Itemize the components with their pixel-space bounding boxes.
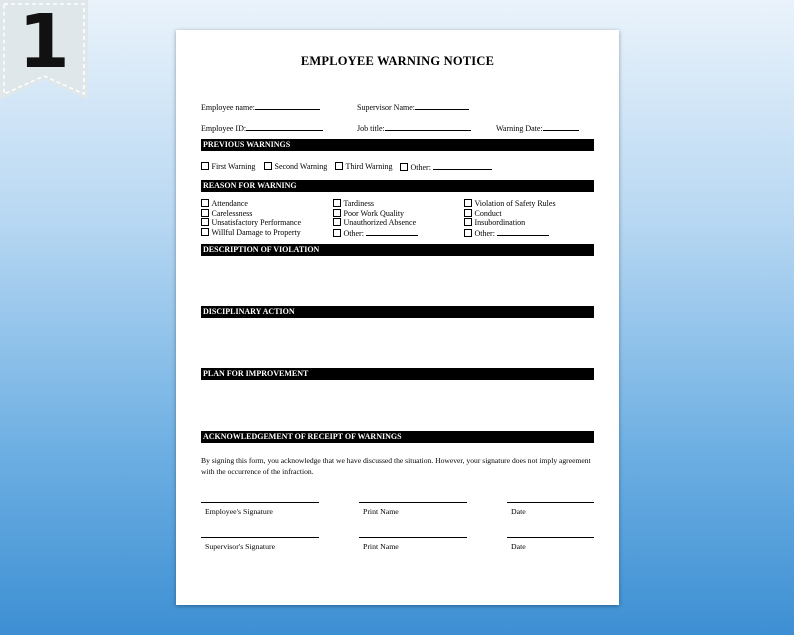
checkbox-icon xyxy=(333,229,341,237)
reason-safety-checkbox[interactable]: Violation of Safety Rules xyxy=(464,199,556,208)
employee-signature-line[interactable] xyxy=(201,502,319,503)
reason-insubordination-checkbox[interactable]: Insubordination xyxy=(464,218,525,227)
print-name-label: Print Name xyxy=(363,507,399,516)
checkbox-icon xyxy=(201,228,209,236)
checkbox-icon xyxy=(333,209,341,217)
reason-header: REASON FOR WARNING xyxy=(201,180,594,192)
reason-carelessness-checkbox[interactable]: Carelessness xyxy=(201,209,252,218)
supervisor-date-line[interactable] xyxy=(507,537,594,538)
reason-attendance-checkbox[interactable]: Attendance xyxy=(201,199,248,208)
supervisor-signature-label: Supervisor's Signature xyxy=(205,542,276,551)
checkbox-icon xyxy=(201,209,209,217)
employee-signature-label: Employee's Signature xyxy=(205,507,273,516)
reason-other-1-checkbox[interactable]: Other: xyxy=(333,228,418,238)
reason-damage-checkbox[interactable]: Willful Damage to Property xyxy=(201,228,301,237)
previous-warnings-header: PREVIOUS WARNINGS xyxy=(201,139,594,151)
date-label: Date xyxy=(511,507,526,516)
checkbox-icon xyxy=(335,162,343,170)
employee-name-field[interactable]: Employee name: xyxy=(201,102,320,112)
employee-print-name-line[interactable] xyxy=(359,502,467,503)
acknowledgement-text: By signing this form, you acknowledge that we have discussed the situation. However, your signature does not imply agreement with the occurrence of the infraction. xyxy=(201,456,591,476)
print-name-label: Print Name xyxy=(363,542,399,551)
reason-absence-checkbox[interactable]: Unauthorized Absence xyxy=(333,218,416,227)
form-title: EMPLOYEE WARNING NOTICE xyxy=(300,54,495,68)
reason-quality-checkbox[interactable]: Poor Work Quality xyxy=(333,209,404,218)
description-header: DESCRIPTION OF VIOLATION xyxy=(201,244,594,256)
reason-conduct-checkbox[interactable]: Conduct xyxy=(464,209,502,218)
date-label: Date xyxy=(511,542,526,551)
supervisor-signature-line[interactable] xyxy=(201,537,319,538)
badge-number: 1 xyxy=(18,0,70,85)
checkbox-icon xyxy=(201,218,209,226)
plan-header: PLAN FOR IMPROVEMENT xyxy=(201,368,594,380)
third-warning-checkbox[interactable]: Third Warning xyxy=(335,162,392,171)
checkbox-icon xyxy=(464,218,472,226)
checkbox-icon xyxy=(264,162,272,170)
acknowledgement-header: ACKNOWLEDGEMENT OF RECEIPT OF WARNINGS xyxy=(201,431,594,443)
supervisor-print-name-line[interactable] xyxy=(359,537,467,538)
checkbox-icon xyxy=(201,162,209,170)
reason-tardiness-checkbox[interactable]: Tardiness xyxy=(333,199,374,208)
page-number-badge xyxy=(0,0,88,100)
checkbox-icon xyxy=(464,209,472,217)
second-warning-checkbox[interactable]: Second Warning xyxy=(264,162,327,171)
checkbox-icon xyxy=(333,199,341,207)
checkbox-icon xyxy=(201,199,209,207)
warning-date-field[interactable]: Warning Date: xyxy=(496,123,579,133)
form-page xyxy=(176,30,619,605)
checkbox-icon xyxy=(333,218,341,226)
job-title-field[interactable]: Job title: xyxy=(357,123,471,133)
checkbox-icon xyxy=(400,163,408,171)
other-warning-checkbox[interactable]: Other: xyxy=(400,162,492,172)
checkbox-icon xyxy=(464,229,472,237)
checkbox-icon xyxy=(464,199,472,207)
employee-date-line[interactable] xyxy=(507,502,594,503)
reason-unsatisfactory-checkbox[interactable]: Unsatisfactory Performance xyxy=(201,218,301,227)
first-warning-checkbox[interactable]: First Warning xyxy=(201,162,255,171)
reason-other-2-checkbox[interactable]: Other: xyxy=(464,228,549,238)
disciplinary-header: DISCIPLINARY ACTION xyxy=(201,306,594,318)
employee-id-field[interactable]: Employee ID: xyxy=(201,123,323,133)
supervisor-name-field[interactable]: Supervisor Name: xyxy=(357,102,469,112)
